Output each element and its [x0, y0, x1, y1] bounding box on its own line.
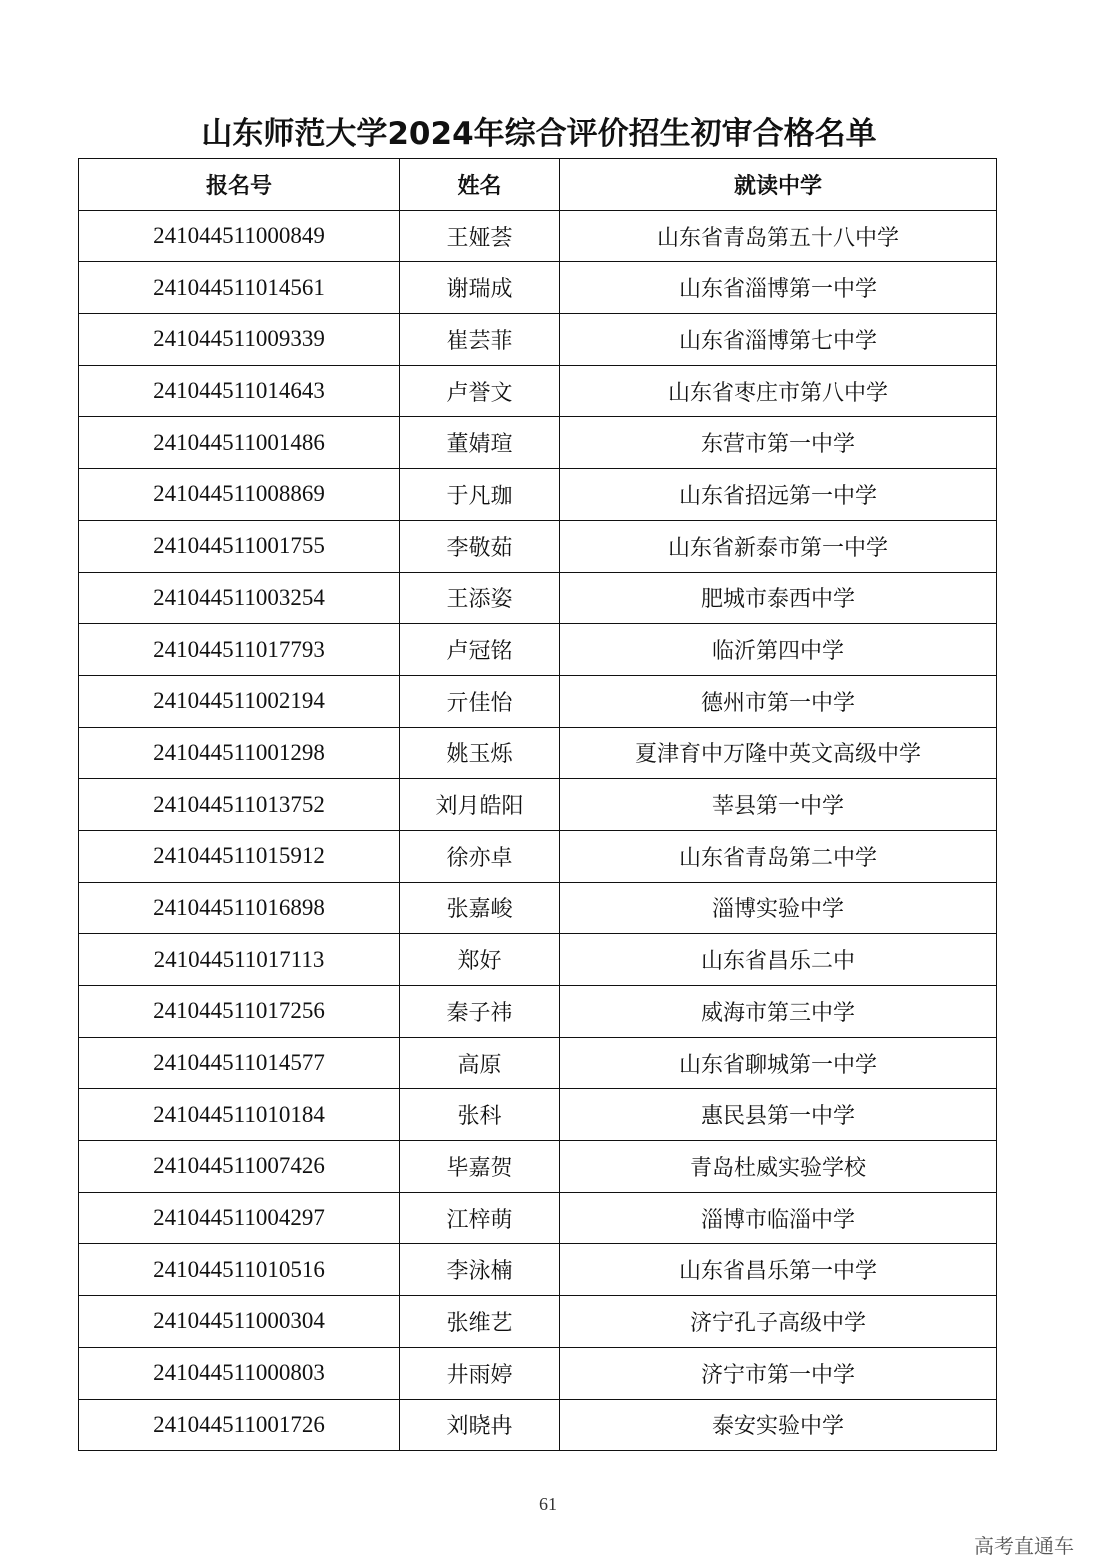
school-cell: 泰安实验中学	[560, 1399, 997, 1451]
table-row	[79, 1037, 997, 1089]
student-name-cell: 张科	[400, 1089, 560, 1141]
registration-number-cell: 241044511016898	[79, 882, 400, 934]
registration-number-cell: 241044511017256	[79, 986, 400, 1038]
table-row	[79, 1192, 997, 1244]
registration-number-cell: 241044511017793	[79, 624, 400, 676]
registration-number-cell: 241044511010184	[79, 1089, 400, 1141]
school-cell: 山东省青岛第五十八中学	[560, 210, 997, 262]
table-row	[79, 417, 997, 469]
table-body	[79, 210, 997, 1451]
student-name-cell: 崔芸菲	[400, 314, 560, 366]
admission-list-table	[78, 158, 997, 1451]
school-cell: 威海市第三中学	[560, 986, 997, 1038]
registration-number-cell: 241044511001298	[79, 727, 400, 779]
table-row	[79, 986, 997, 1038]
table-row	[79, 1089, 997, 1141]
table-row	[79, 1347, 997, 1399]
student-name-cell: 姚玉烁	[400, 727, 560, 779]
registration-number-cell: 241044511014561	[79, 262, 400, 314]
school-cell: 临沂第四中学	[560, 624, 997, 676]
table-row	[79, 262, 997, 314]
student-name-cell: 高原	[400, 1037, 560, 1089]
registration-number-cell: 241044511014577	[79, 1037, 400, 1089]
table-row	[79, 779, 997, 831]
table-row	[79, 1296, 997, 1348]
header-school: 就读中学	[560, 159, 997, 211]
school-cell: 山东省青岛第二中学	[560, 830, 997, 882]
table-row	[79, 572, 997, 624]
table-row	[79, 675, 997, 727]
school-cell: 淄博实验中学	[560, 882, 997, 934]
school-cell: 济宁孔子高级中学	[560, 1296, 997, 1348]
registration-number-cell: 241044511008869	[79, 469, 400, 521]
registration-number-cell: 241044511013752	[79, 779, 400, 831]
table-row	[79, 1141, 997, 1193]
school-cell: 山东省枣庄市第八中学	[560, 365, 997, 417]
school-cell: 淄博市临淄中学	[560, 1192, 997, 1244]
table-row	[79, 1399, 997, 1451]
school-cell: 山东省淄博第一中学	[560, 262, 997, 314]
school-cell: 肥城市泰西中学	[560, 572, 997, 624]
table-row	[79, 365, 997, 417]
student-name-cell: 井雨婷	[400, 1347, 560, 1399]
header-row	[79, 159, 997, 211]
table-row	[79, 520, 997, 572]
school-cell: 济宁市第一中学	[560, 1347, 997, 1399]
student-name-cell: 王添姿	[400, 572, 560, 624]
student-name-cell: 李泳楠	[400, 1244, 560, 1296]
student-name-cell: 江梓萌	[400, 1192, 560, 1244]
student-name-cell: 卢冠铭	[400, 624, 560, 676]
registration-number-cell: 241044511014643	[79, 365, 400, 417]
student-name-cell: 刘月皓阳	[400, 779, 560, 831]
registration-number-cell: 241044511009339	[79, 314, 400, 366]
table-row	[79, 830, 997, 882]
table-row	[79, 882, 997, 934]
registration-number-cell: 241044511007426	[79, 1141, 400, 1193]
student-name-cell: 谢瑞成	[400, 262, 560, 314]
student-name-cell: 张嘉峻	[400, 882, 560, 934]
header-name: 姓名	[400, 159, 560, 211]
page-number: 61	[539, 1494, 557, 1514]
student-name-cell: 于凡珈	[400, 469, 560, 521]
student-name-cell: 毕嘉贺	[400, 1141, 560, 1193]
school-cell: 德州市第一中学	[560, 675, 997, 727]
registration-number-cell: 241044511017113	[79, 934, 400, 986]
school-cell: 山东省昌乐二中	[560, 934, 997, 986]
table-row	[79, 469, 997, 521]
table-row	[79, 1244, 997, 1296]
registration-number-cell: 241044511000803	[79, 1347, 400, 1399]
student-name-cell: 李敬茹	[400, 520, 560, 572]
registration-number-cell: 241044511002194	[79, 675, 400, 727]
registration-number-cell: 241044511003254	[79, 572, 400, 624]
registration-number-cell: 241044511004297	[79, 1192, 400, 1244]
student-name-cell: 王娅荟	[400, 210, 560, 262]
registration-number-cell: 241044511000304	[79, 1296, 400, 1348]
registration-number-cell: 241044511015912	[79, 830, 400, 882]
registration-number-cell: 241044511010516	[79, 1244, 400, 1296]
table-row	[79, 934, 997, 986]
school-cell: 山东省淄博第七中学	[560, 314, 997, 366]
school-cell: 莘县第一中学	[560, 779, 997, 831]
registration-number-cell: 241044511001726	[79, 1399, 400, 1451]
school-cell: 东营市第一中学	[560, 417, 997, 469]
watermark: 高考直通车	[974, 1534, 1074, 1558]
table-row	[79, 210, 997, 262]
student-name-cell: 董婧瑄	[400, 417, 560, 469]
registration-number-cell: 241044511000849	[79, 210, 400, 262]
school-cell: 山东省新泰市第一中学	[560, 520, 997, 572]
student-name-cell: 亓佳怡	[400, 675, 560, 727]
table-row	[79, 727, 997, 779]
school-cell: 青岛杜威实验学校	[560, 1141, 997, 1193]
header-registration-number: 报名号	[79, 159, 400, 211]
student-name-cell: 郑好	[400, 934, 560, 986]
school-cell: 惠民县第一中学	[560, 1089, 997, 1141]
registration-number-cell: 241044511001486	[79, 417, 400, 469]
page-title: 山东师范大学2024年综合评价招生初审合格名单	[201, 116, 877, 152]
school-cell: 山东省招远第一中学	[560, 469, 997, 521]
school-cell: 夏津育中万隆中英文高级中学	[560, 727, 997, 779]
table-row	[79, 314, 997, 366]
school-cell: 山东省昌乐第一中学	[560, 1244, 997, 1296]
student-name-cell: 张维艺	[400, 1296, 560, 1348]
student-name-cell: 秦子祎	[400, 986, 560, 1038]
student-name-cell: 卢誉文	[400, 365, 560, 417]
registration-number-cell: 241044511001755	[79, 520, 400, 572]
student-name-cell: 刘晓冉	[400, 1399, 560, 1451]
school-cell: 山东省聊城第一中学	[560, 1037, 997, 1089]
table-row	[79, 624, 997, 676]
student-name-cell: 徐亦卓	[400, 830, 560, 882]
table-header	[79, 159, 997, 211]
